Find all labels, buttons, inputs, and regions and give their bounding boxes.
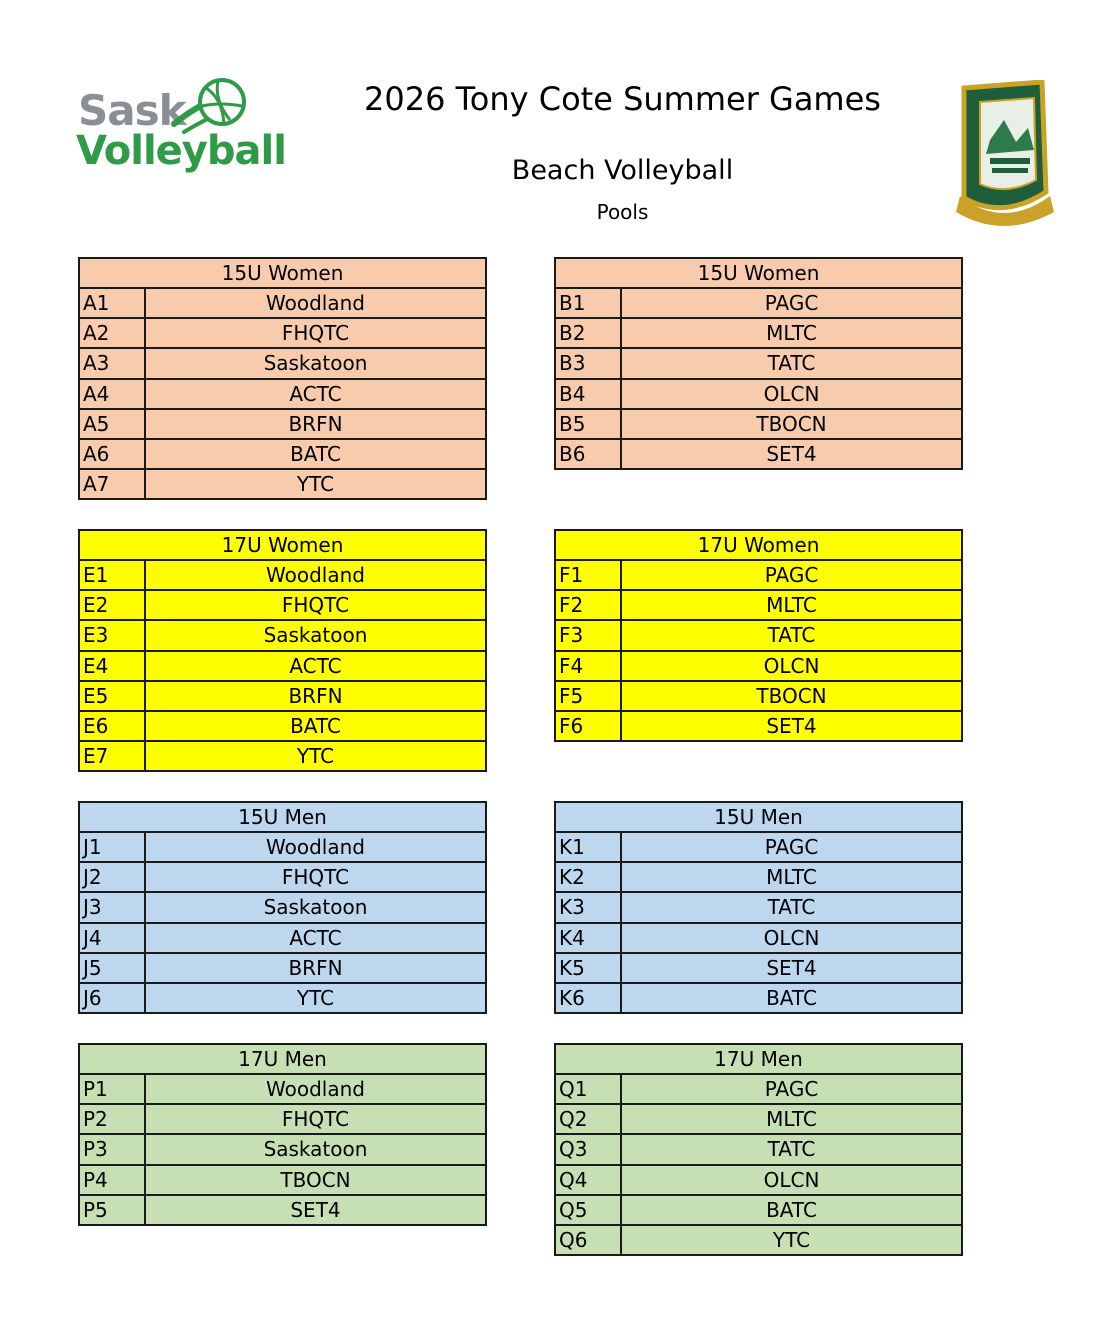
pool-title: 15U Men — [556, 803, 961, 833]
pool-table — [554, 257, 963, 470]
team-name: SET4 — [766, 441, 817, 466]
pool-code: E4 — [80, 652, 146, 680]
pool-code: K4 — [556, 924, 622, 952]
team-name: SET4 — [290, 1197, 341, 1222]
pool-code: Q6 — [556, 1226, 622, 1254]
table-row — [80, 863, 485, 893]
team-name: OLCN — [763, 1167, 820, 1192]
team-name: SET4 — [766, 713, 817, 738]
team-name: YTC — [296, 472, 335, 497]
pool-title: 17U Men — [80, 1045, 485, 1075]
summer-games-crest-icon — [950, 80, 1056, 230]
table-row — [80, 712, 485, 742]
pool-code: B6 — [556, 440, 622, 468]
team-name: ACTC — [289, 653, 342, 678]
pool-code: F4 — [556, 652, 622, 680]
team-name: TATC — [767, 1137, 816, 1162]
pool-title: 17U Men — [556, 1045, 961, 1075]
page-title: 2026 Tony Cote Summer Games — [364, 80, 881, 118]
table-row — [556, 1105, 961, 1135]
team-name: MLTC — [766, 1107, 817, 1132]
pool-code: E5 — [80, 682, 146, 710]
pool-table — [78, 529, 487, 772]
table-row — [556, 1226, 961, 1254]
table-row — [556, 561, 961, 591]
table-row — [80, 1135, 485, 1165]
pool-code: F1 — [556, 561, 622, 589]
table-row — [80, 470, 485, 498]
pool-code: F3 — [556, 621, 622, 649]
team-name: YTC — [772, 1227, 811, 1252]
table-row — [80, 742, 485, 770]
table-row — [556, 1135, 961, 1165]
pool-code: A2 — [80, 319, 146, 347]
table-row — [80, 1166, 485, 1196]
team-name: BRFN — [288, 411, 343, 436]
section-label: Pools — [596, 200, 649, 224]
team-name: FHQTC — [281, 593, 350, 618]
team-name: Saskatoon — [263, 1137, 368, 1162]
table-row — [556, 682, 961, 712]
team-name: PAGC — [764, 1077, 819, 1101]
pool-code: B2 — [556, 319, 622, 347]
table-row — [556, 893, 961, 923]
pool-code: F2 — [556, 591, 622, 619]
table-row — [556, 863, 961, 893]
table-row — [80, 561, 485, 591]
team-name: MLTC — [766, 593, 817, 618]
team-name: Saskatoon — [263, 351, 368, 376]
team-name: FHQTC — [281, 865, 350, 890]
pool-code: E3 — [80, 621, 146, 649]
team-name: BATC — [766, 1197, 817, 1222]
pool-table — [554, 1043, 963, 1256]
team-name: Woodland — [266, 1077, 365, 1101]
table-row — [80, 289, 485, 319]
table-row — [556, 924, 961, 954]
table-row — [556, 319, 961, 349]
team-name: FHQTC — [281, 1107, 350, 1132]
table-row — [80, 380, 485, 410]
table-row — [80, 833, 485, 863]
pool-code: P4 — [80, 1166, 146, 1194]
team-name: TATC — [767, 623, 816, 648]
pool-code: J6 — [80, 984, 146, 1012]
pool-code: F6 — [556, 712, 622, 740]
team-name: TATC — [767, 351, 816, 376]
table-row — [80, 984, 485, 1012]
team-name: BRFN — [288, 683, 343, 708]
pool-code: E2 — [80, 591, 146, 619]
team-name: Woodland — [266, 835, 365, 859]
team-name: PAGC — [764, 291, 819, 315]
table-row — [80, 621, 485, 651]
team-name: YTC — [296, 985, 335, 1010]
pool-code: Q5 — [556, 1196, 622, 1224]
table-row — [556, 410, 961, 440]
pool-code: E6 — [80, 712, 146, 740]
volleyball-icon — [166, 76, 246, 146]
table-row — [556, 591, 961, 621]
pool-title: 15U Women — [80, 259, 485, 289]
pool-code: F5 — [556, 682, 622, 710]
pool-code: K1 — [556, 833, 622, 861]
pool-table — [78, 1043, 487, 1226]
table-row — [80, 954, 485, 984]
sask-volleyball-logo — [74, 76, 286, 180]
team-name: TBOCN — [280, 1167, 351, 1192]
table-row — [80, 410, 485, 440]
team-name: OLCN — [763, 381, 820, 406]
pool-code: J1 — [80, 833, 146, 861]
pool-code: E1 — [80, 561, 146, 589]
table-row — [556, 1196, 961, 1226]
table-row — [556, 954, 961, 984]
pool-code: P1 — [80, 1075, 146, 1103]
team-name: ACTC — [289, 381, 342, 406]
team-name: ACTC — [289, 925, 342, 950]
team-name: BATC — [766, 985, 817, 1010]
pool-code: Q3 — [556, 1135, 622, 1163]
pool-table — [78, 801, 487, 1014]
team-name: BATC — [290, 713, 341, 738]
pool-code: A1 — [80, 289, 146, 317]
table-row — [556, 984, 961, 1012]
pool-code: B4 — [556, 380, 622, 408]
table-row — [80, 924, 485, 954]
table-row — [80, 1105, 485, 1135]
team-name: FHQTC — [281, 321, 350, 346]
pool-table — [554, 801, 963, 1014]
table-row — [80, 1075, 485, 1105]
table-row — [80, 349, 485, 379]
pool-code: A5 — [80, 410, 146, 438]
pool-code: P2 — [80, 1105, 146, 1133]
table-row — [80, 1196, 485, 1224]
pool-code: Q1 — [556, 1075, 622, 1103]
table-row — [80, 440, 485, 470]
team-name: Saskatoon — [263, 623, 368, 648]
team-name: TBOCN — [756, 411, 827, 436]
table-row — [556, 652, 961, 682]
table-row — [556, 440, 961, 468]
table-row — [556, 289, 961, 319]
page-subtitle: Beach Volleyball — [511, 155, 734, 186]
pool-code: Q4 — [556, 1166, 622, 1194]
team-name: MLTC — [766, 321, 817, 346]
pool-code: A6 — [80, 440, 146, 468]
team-name: TBOCN — [756, 683, 827, 708]
table-row — [556, 349, 961, 379]
table-row — [80, 682, 485, 712]
pool-code: J2 — [80, 863, 146, 891]
table-row — [556, 621, 961, 651]
pool-code: A7 — [80, 470, 146, 498]
pool-code: Q2 — [556, 1105, 622, 1133]
pool-code: A3 — [80, 349, 146, 377]
team-name: TATC — [767, 895, 816, 920]
pool-code: K2 — [556, 863, 622, 891]
team-name: Saskatoon — [263, 895, 368, 920]
pool-title: 17U Women — [556, 531, 961, 561]
team-name: BRFN — [288, 955, 343, 980]
pool-code: K5 — [556, 954, 622, 982]
pool-table — [554, 529, 963, 742]
table-row — [80, 591, 485, 621]
logo-word-sask: Sask — [78, 86, 186, 135]
team-name: OLCN — [763, 925, 820, 950]
pool-code: A4 — [80, 380, 146, 408]
pool-title: 17U Women — [80, 531, 485, 561]
team-name: Woodland — [266, 563, 365, 587]
team-name: PAGC — [764, 563, 819, 587]
pool-table — [78, 257, 487, 500]
table-row — [80, 652, 485, 682]
pool-code: P3 — [80, 1135, 146, 1163]
team-name: SET4 — [766, 955, 817, 980]
team-name: OLCN — [763, 653, 820, 678]
team-name: YTC — [296, 744, 335, 769]
pool-code: J5 — [80, 954, 146, 982]
pool-code: E7 — [80, 742, 146, 770]
table-row — [556, 1075, 961, 1105]
pool-code: B3 — [556, 349, 622, 377]
pool-code: B1 — [556, 289, 622, 317]
team-name: Woodland — [266, 291, 365, 315]
pool-code: K6 — [556, 984, 622, 1012]
table-row — [556, 1166, 961, 1196]
pool-code: B5 — [556, 410, 622, 438]
table-row — [80, 893, 485, 923]
pool-code: J4 — [80, 924, 146, 952]
table-row — [556, 380, 961, 410]
pool-title: 15U Women — [556, 259, 961, 289]
pool-title: 15U Men — [80, 803, 485, 833]
logo-word-volleyball: Volleyball — [76, 128, 286, 174]
team-name: BATC — [290, 441, 341, 466]
pool-code: J3 — [80, 893, 146, 921]
table-row — [556, 833, 961, 863]
team-name: MLTC — [766, 865, 817, 890]
table-row — [80, 319, 485, 349]
pool-code: P5 — [80, 1196, 146, 1224]
table-row — [556, 712, 961, 740]
team-name: PAGC — [764, 835, 819, 859]
pool-code: K3 — [556, 893, 622, 921]
